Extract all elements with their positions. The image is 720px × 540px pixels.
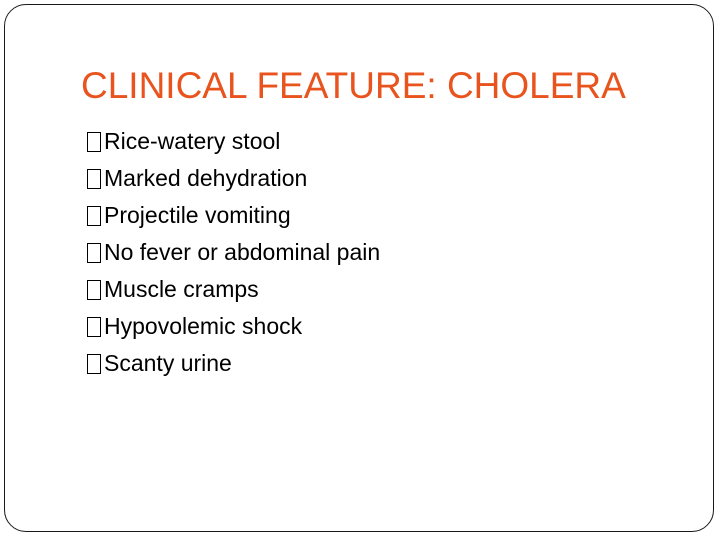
bullet-text: Rice-watery stool [104, 128, 281, 154]
missing-glyph-box-icon [87, 317, 101, 337]
bullet-text: Projectile vomiting [104, 202, 291, 228]
bullet-text: Muscle cramps [104, 276, 259, 302]
slide-title: CLINICAL FEATURE: CHOLERA [81, 65, 626, 106]
bullet-text: No fever or abdominal pain [104, 239, 381, 265]
missing-glyph-box-icon [87, 354, 101, 374]
bullet-list [87, 123, 380, 382]
bullet-item [87, 271, 380, 308]
slide-frame [4, 4, 714, 532]
bullet-item [87, 308, 380, 345]
missing-glyph-box-icon [87, 243, 101, 263]
bullet-text: Marked dehydration [104, 165, 308, 191]
missing-glyph-box-icon [87, 132, 101, 152]
bullet-item [87, 234, 380, 271]
missing-glyph-box-icon [87, 206, 101, 226]
bullet-item [87, 197, 380, 234]
bullet-item [87, 123, 380, 160]
bullet-text: Hypovolemic shock [104, 313, 303, 339]
bullet-item [87, 160, 380, 197]
bullet-text: Scanty urine [104, 350, 232, 376]
missing-glyph-box-icon [87, 280, 101, 300]
missing-glyph-box-icon [87, 169, 101, 189]
bullet-item [87, 345, 380, 382]
